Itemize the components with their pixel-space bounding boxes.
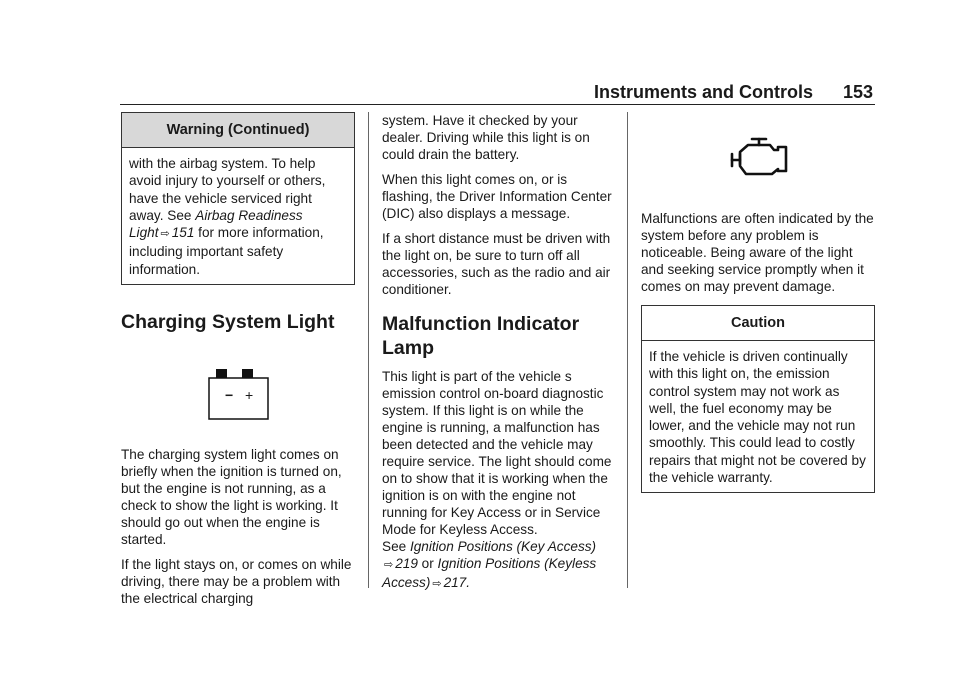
ignition-key-access-link[interactable]: Ignition Positions (Key Access) [409, 539, 597, 554]
charging-para-2: If the light stays on, or comes on while driving, there may be a problem with the electrical charging [121, 557, 352, 607]
warning-text-2: for more information, including important safety information. [129, 225, 324, 277]
check-engine-icon [728, 136, 790, 176]
warning-text-1: with the airbag system. To help avoid injury to yourself or others, have the vehicle serviced right away. See [129, 156, 326, 223]
battery-plus: + [245, 387, 254, 404]
caution-body: If the vehicle is driven continually with this light on, the emission control system may not work as well, the fuel economy may be lower, and the vehicle may not run smoothly. This could lead to costly repairs that might not be covered by the vehicle warranty. [649, 349, 866, 486]
caution-box [641, 305, 875, 493]
page-ref-arrow-icon: ⇨ [384, 559, 394, 571]
battery-figure [121, 334, 355, 446]
see-also [382, 538, 616, 593]
warning-body [122, 148, 354, 284]
see-prefix: See [382, 539, 410, 554]
col2-para-3: If a short distance must be driven with the light on, be sure to turn off all accessories, such as the radio and air conditioner. [382, 231, 611, 297]
or-text: or [417, 556, 438, 571]
airbag-readiness-link[interactable]: Airbag Readiness Light [129, 207, 303, 241]
page-ref-arrow-icon: ⇨ [160, 228, 170, 241]
battery-icon [208, 369, 270, 421]
col2-para-1: system. Have it checked by your dealer. Driving while this light is on could drain the battery. [382, 113, 590, 162]
caution-title: Caution [642, 306, 874, 341]
ignition-keyless-page-link[interactable]: 217. [443, 575, 471, 590]
column-divider-1 [368, 112, 369, 588]
col2-para-2: When this light comes on, or is flashing, the Driver Information Center (DIC) also displays a message. [382, 172, 612, 221]
col3-para-1: Malfunctions are often indicated by the system before any problem is noticeable. Being aware of the light and seeking service promptly when it comes on may prevent damage. [641, 211, 874, 294]
battery-minus: − [225, 387, 234, 404]
airbag-page-link[interactable]: 151 [171, 225, 195, 241]
section-title: Instruments and Controls [593, 82, 813, 102]
column-divider-2 [627, 112, 628, 588]
ignition-key-page-link[interactable]: 219 [395, 556, 418, 571]
column-2 [382, 112, 616, 601]
warning-box [121, 112, 355, 285]
mil-heading: Malfunction Indicator Lamp [382, 313, 580, 359]
column-3 [641, 112, 875, 493]
column-1 [121, 112, 355, 615]
page-ref-arrow-icon: ⇨ [432, 578, 442, 590]
ignition-keyless-access-link[interactable]: Ignition Positions (Keyless Access) [382, 556, 597, 590]
page-number: 153 [842, 82, 873, 102]
charging-para-1: The charging system light comes on briefly when the ignition is turned on, but the engine is not running, as a check to show the light is working. It should go out when the engine is started. [121, 447, 342, 548]
mil-para: This light is part of the vehicle s emission control on-board diagnostic system. If this light is on while the engine is running, a malfunction has been detected and the vehicle may require service. The light should come on to show that it is working when the ignition is on with the engine not running for Key Access or in Service Mode for Keyless Access. [382, 369, 612, 537]
page-header [120, 82, 875, 105]
charging-heading: Charging System Light [121, 311, 335, 334]
warning-title: Warning (Continued) [122, 113, 354, 148]
engine-figure [641, 112, 875, 210]
